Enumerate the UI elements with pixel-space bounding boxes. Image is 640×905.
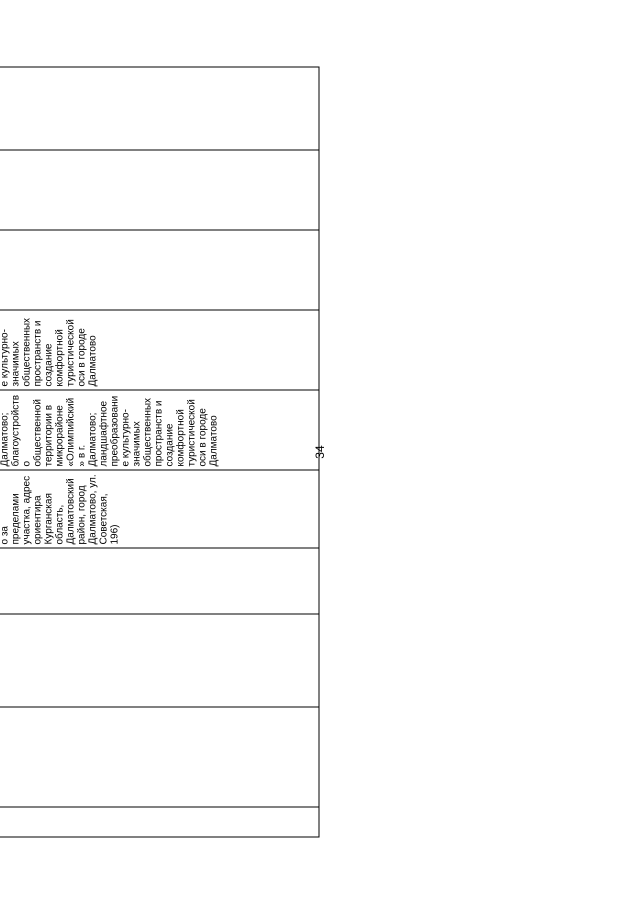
page-number: 34 bbox=[313, 445, 327, 459]
row-name bbox=[0, 707, 319, 807]
territory-table bbox=[0, 68, 640, 838]
cell-2018 bbox=[0, 548, 319, 614]
row-count bbox=[0, 614, 319, 707]
cell-2020: Далматово; благоустройство общественной территории в микрорайоне «Олимпийский» в г. Далматово; ландшафтное преобразование культурно-значимых общественных пространств и создание комфортной туристической оси в городе Далматово bbox=[0, 390, 319, 470]
cell-2023 bbox=[0, 150, 319, 230]
cell-2024 bbox=[0, 67, 319, 150]
cell-2021: е культурно-значимых общественных пространств и создание комфортной туристической оси в городе Далматово bbox=[0, 310, 319, 390]
cell-2019: о за пределами участка, адрес ориентира Курганская область, Далматовский район, город Далматово, ул. Советская, 196) bbox=[0, 470, 319, 548]
cell-2022 bbox=[0, 230, 319, 310]
row-num bbox=[0, 807, 319, 837]
